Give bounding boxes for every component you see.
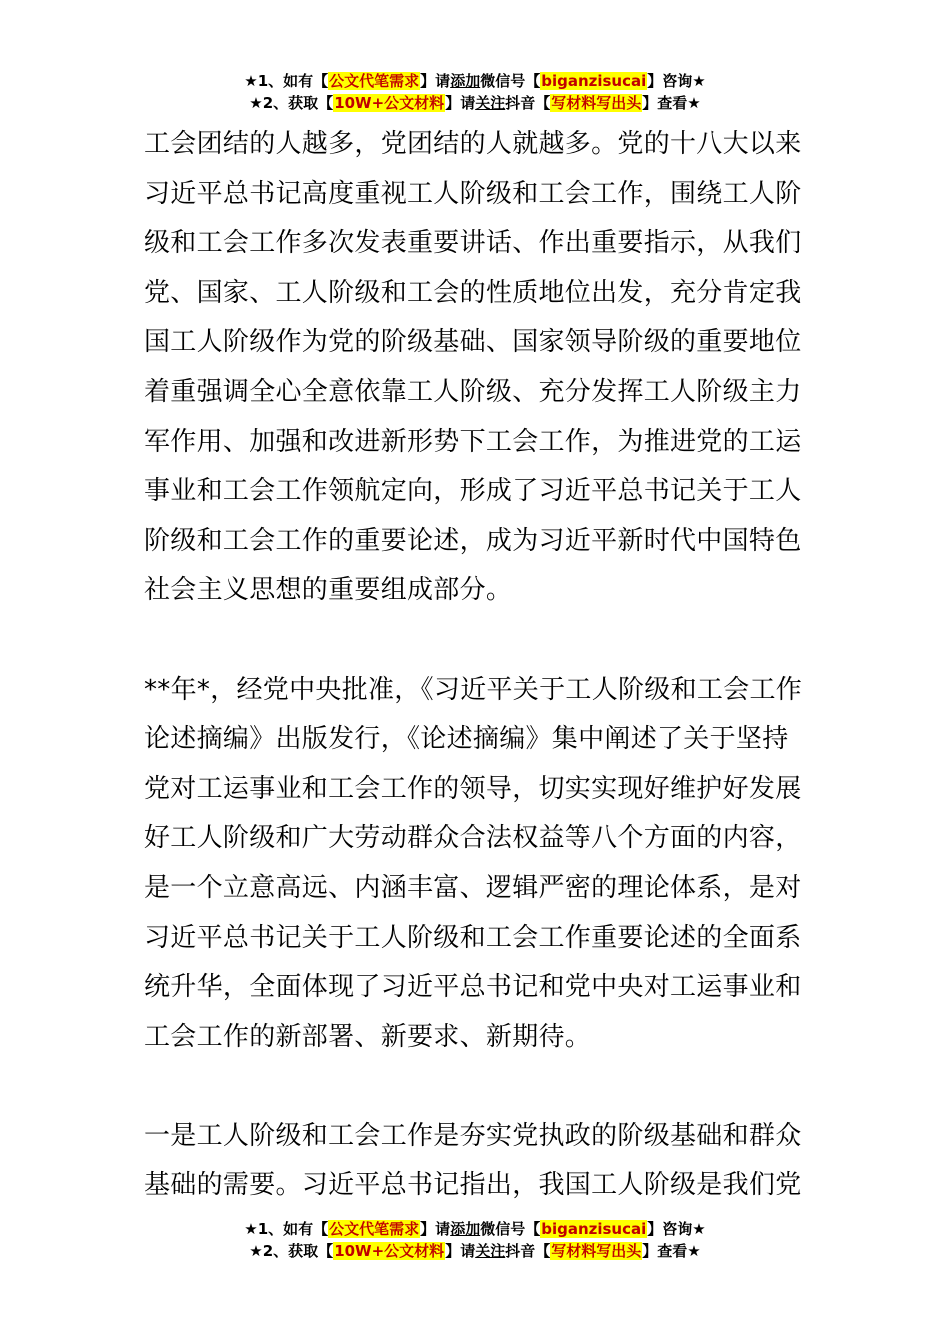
banner-text: 微信号【 — [480, 72, 541, 90]
banner-highlight: biganzisucai — [541, 72, 647, 90]
banner-line-1 — [0, 70, 950, 92]
paragraph — [144, 666, 806, 1063]
banner-text: 】请 — [445, 94, 476, 112]
text-line: **年*，经党中央批准，《习近平关于工人阶级和工会工作 — [144, 674, 803, 705]
text-line: 党对工运事业和工会工作的领导，切实实现好维护好发展 — [144, 773, 802, 804]
text-line: 事业和工会工作领航定向，形成了习近平总书记关于工人 — [144, 476, 802, 507]
banner-highlight: 写材料写出头 — [551, 94, 642, 112]
banner-text: 】咨询★ — [647, 72, 706, 90]
banner-text: 】咨询★ — [647, 1220, 706, 1238]
banner-text: 】请 — [420, 1220, 451, 1238]
text-line: 国工人阶级作为党的阶级基础、国家领导阶级的重要地位 — [144, 327, 802, 358]
banner-highlight: 写材料写出头 — [551, 1242, 642, 1260]
text-line: 社会主义思想的重要组成部分。 — [144, 575, 513, 606]
banner-line-1 — [0, 1218, 950, 1240]
text-line: 阶级和工会工作的重要论述，成为习近平新时代中国特色 — [144, 525, 802, 556]
banner-text: ★1、如有【 — [244, 1220, 329, 1238]
banner-highlight: 10W+公文材料 — [334, 94, 445, 112]
banner-highlight: 10W+公文材料 — [334, 1242, 445, 1260]
paragraph — [144, 120, 806, 616]
text-line: 论述摘编》出版发行，《论述摘编》集中阐述了关于坚持 — [144, 724, 789, 755]
text-line: 工会团结的人越多，党团结的人就越多。党的十八大以来 — [144, 129, 802, 159]
banner-highlight: 公文代笔需求 — [329, 72, 420, 90]
banner-highlight: 公文代笔需求 — [329, 1220, 420, 1238]
text-line: 统升华，全面体现了习近平总书记和党中央对工运事业和 — [144, 972, 802, 1003]
banner-text: 微信号【 — [480, 1220, 541, 1238]
footer-banner — [0, 1218, 950, 1262]
text-line: 好工人阶级和广大劳动群众合法权益等八个方面的内容， — [144, 823, 802, 854]
text-line: 基础的需要。习近平总书记指出，我国工人阶级是我们党 — [144, 1170, 802, 1201]
banner-underlined-text: 添加 — [450, 72, 481, 90]
header-banner — [0, 70, 950, 114]
banner-highlight: biganzisucai — [541, 1220, 647, 1238]
banner-underlined-text: 添加 — [450, 1220, 481, 1238]
banner-text: 】查看★ — [642, 94, 701, 112]
banner-text: ★1、如有【 — [244, 72, 329, 90]
banner-text: 抖音【 — [505, 1242, 551, 1260]
text-line: 级和工会工作多次发表重要讲话、作出重要指示，从我们 — [144, 228, 802, 259]
text-line: 习近平总书记关于工人阶级和工会工作重要论述的全面系 — [144, 922, 802, 953]
banner-line-2 — [0, 1240, 950, 1262]
text-line: 工会工作的新部署、新要求、新期待。 — [144, 1021, 592, 1052]
banner-text: 抖音【 — [505, 94, 551, 112]
banner-text: ★2、获取【 — [249, 94, 334, 112]
text-line: 是一个立意高远、内涵丰富、逻辑严密的理论体系，是对 — [144, 872, 802, 903]
text-line: 一是工人阶级和工会工作是夯实党执政的阶级基础和群众 — [144, 1120, 802, 1151]
paragraph — [144, 1112, 806, 1211]
text-line: 军作用、加强和改进新形势下工会工作，为推进党的工运 — [144, 426, 802, 457]
banner-text: ★2、获取【 — [249, 1242, 334, 1260]
banner-underlined-text: 关注 — [475, 94, 506, 112]
text-line: 党、国家、工人阶级和工会的性质地位出发，充分肯定我 — [144, 277, 802, 308]
document-body — [144, 120, 806, 1211]
banner-text: 】请 — [445, 1242, 476, 1260]
banner-underlined-text: 关注 — [475, 1242, 506, 1260]
banner-line-2 — [0, 92, 950, 114]
banner-text: 】查看★ — [642, 1242, 701, 1260]
text-line: 习近平总书记高度重视工人阶级和工会工作，围绕工人阶 — [144, 178, 802, 209]
banner-text: 】请 — [420, 72, 451, 90]
text-line: 着重强调全心全意依靠工人阶级、充分发挥工人阶级主力 — [144, 376, 802, 407]
